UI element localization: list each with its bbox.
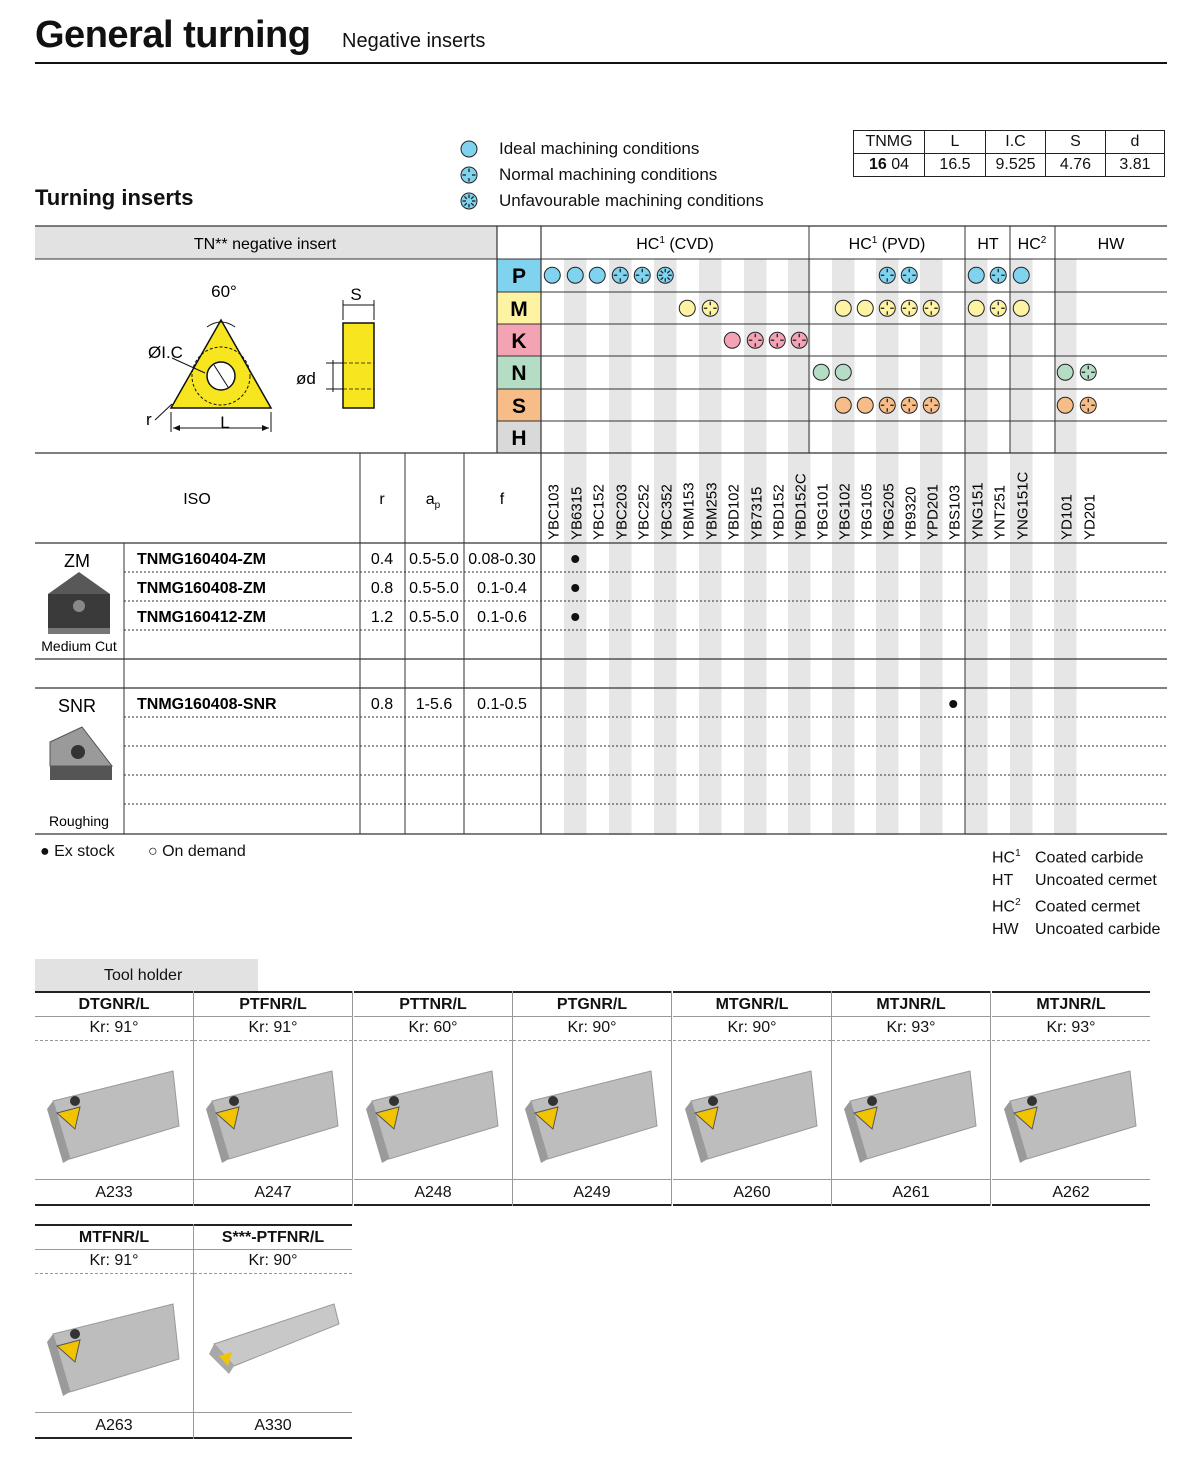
holder-kr: Kr: 60° [354, 1016, 512, 1041]
grade-label: YD101 [1058, 494, 1076, 540]
tool-holder-card [513, 991, 672, 1206]
grade-label: YB9320 [902, 486, 920, 540]
ex-stock-dot [571, 613, 579, 621]
grade-stripe [832, 259, 855, 835]
tool-holder-card [35, 1224, 194, 1439]
material-letter: S [511, 395, 527, 418]
grade-label: YBS103 [946, 484, 964, 540]
grade-stripe [920, 259, 943, 835]
holder-name: MTFNR/L [35, 1224, 193, 1249]
radius-label: r [146, 410, 152, 429]
normal-circle-icon [634, 267, 650, 283]
dim-L: 16.5 [925, 154, 986, 177]
material-bands [35, 226, 541, 454]
tool-holder-card [194, 1224, 352, 1439]
abbr-hc2: $HC^2$ Coated cermet [992, 897, 1140, 916]
grade-label: YB6315 [568, 486, 586, 540]
grade-label: YPD201 [924, 484, 942, 540]
holder-image [992, 1041, 1150, 1180]
holder-image [35, 1274, 193, 1413]
tool-holder-card [832, 991, 991, 1206]
ex-stock-dot [571, 555, 579, 563]
normal-circle-icon [923, 300, 939, 316]
holder-page-code: A249 [513, 1180, 671, 1206]
on-demand-legend: ○ On demand [148, 843, 246, 860]
radius-value: 0.8 [370, 580, 394, 597]
normal-circle-icon [769, 332, 785, 348]
ex-stock-dot [949, 700, 957, 708]
holder-image [354, 1041, 512, 1180]
ideal-circle-icon [835, 397, 851, 413]
col-ap: $a_p$ [425, 491, 441, 511]
chipbreaker-code: SNR [57, 696, 97, 716]
holder-image [194, 1274, 352, 1413]
holder-page-code: A263 [35, 1413, 193, 1439]
tool-holder-card [35, 991, 194, 1206]
holder-name: PTGNR/L [513, 991, 671, 1016]
holder-name: DTGNR/L [35, 991, 193, 1016]
dim-size-code: 16 04 [854, 154, 925, 177]
normal-circle-icon [702, 300, 718, 316]
holder-image [832, 1041, 990, 1180]
ideal-circle-icon [968, 267, 984, 283]
ideal-circle-icon [1013, 300, 1029, 316]
holder-name: MTJNR/L [832, 991, 990, 1016]
feed-value: 0.1-0.4 [477, 580, 527, 597]
holder-kr: Kr: 93° [992, 1016, 1150, 1041]
normal-circle-icon [747, 332, 763, 348]
grade-label: YBC103 [545, 484, 563, 540]
ic-label: ØI.C [148, 343, 183, 362]
holder-page-code: A260 [673, 1180, 831, 1206]
holder-kr: Kr: 90° [513, 1016, 671, 1041]
ideal-circle-icon [567, 267, 583, 283]
ideal-circle-icon [1057, 364, 1073, 380]
ideal-circle-icon [1057, 397, 1073, 413]
holder-page-code: A247 [194, 1180, 352, 1206]
normal-circle-icon [1080, 397, 1096, 413]
grade-stripe [876, 259, 899, 835]
chipbreaker-caption: Medium Cut [41, 638, 117, 654]
holder-image [35, 1041, 193, 1180]
page-title: General turning [35, 14, 311, 56]
dim-header: d [1106, 131, 1165, 154]
dim-header: I.C [986, 131, 1046, 154]
radius-value: 0.8 [370, 696, 394, 713]
zm-insert-image [48, 572, 110, 634]
abbreviation-list [992, 843, 1160, 942]
grade-stripe [1054, 259, 1077, 835]
dim-IC: 9.525 [986, 154, 1046, 177]
legend-label: Unfavourable machining conditions [499, 191, 764, 210]
section-title: Turning inserts [35, 185, 194, 210]
normal-circle-icon [990, 267, 1006, 283]
thickness-label: S [350, 285, 362, 304]
ideal-circle-icon [857, 300, 873, 316]
ap-value: 0.5-5.0 [409, 551, 459, 568]
ideal-circle-icon [589, 267, 605, 283]
holder-name: MTGNR/L [673, 991, 831, 1016]
feed-value: 0.1-0.5 [477, 696, 527, 713]
holder-name: MTJNR/L [992, 991, 1150, 1016]
holder-name: PTFNR/L [194, 991, 352, 1016]
holder-page-code: A262 [992, 1180, 1150, 1206]
holder-image [513, 1041, 671, 1180]
insert-header-label: TN** negative insert [193, 236, 337, 253]
grade-column-stripes [564, 259, 1077, 835]
normal-circle-icon [901, 397, 917, 413]
grade-label: YNG151C [1014, 471, 1032, 540]
normal-circle-icon [879, 397, 895, 413]
ideal-circle-icon [835, 300, 851, 316]
grade-label: YBM253 [703, 482, 721, 540]
angle-label: 60° [211, 282, 237, 301]
grade-stripe [1010, 259, 1033, 835]
col-f: f [499, 491, 505, 508]
ap-value: 1-5.6 [415, 696, 453, 713]
holder-kr: Kr: 90° [673, 1016, 831, 1041]
normal-circle-icon [879, 300, 895, 316]
page-subtitle: Negative inserts [342, 30, 486, 52]
normal-circle-icon [901, 300, 917, 316]
holder-name: PTTNR/L [354, 991, 512, 1016]
normal-circle-icon [990, 300, 1006, 316]
grade-label: YBC352 [658, 484, 676, 540]
tool-holder-title: Tool holder [35, 959, 258, 991]
radius-value: 0.4 [370, 551, 394, 568]
grade-label: YNG151 [969, 482, 987, 540]
insert-drawing [146, 282, 374, 432]
holder-page-code: A330 [194, 1413, 352, 1439]
grade-stripe [699, 259, 722, 835]
grade-label: YBC152 [590, 484, 608, 540]
iso-code: TNMG160412-ZM [137, 609, 266, 626]
ap-value: 0.5-5.0 [409, 609, 459, 626]
grade-label: YBC203 [613, 484, 631, 540]
grade-label: YBG205 [880, 483, 898, 540]
chipbreaker-code: ZM [64, 551, 90, 571]
ideal-circle-icon [835, 364, 851, 380]
grade-stripe [609, 259, 632, 835]
ap-value: 0.5-5.0 [409, 580, 459, 597]
length-label: L [220, 413, 230, 432]
holder-image [673, 1041, 831, 1180]
iso-code: TNMG160408-ZM [137, 580, 266, 597]
ideal-circle-icon [724, 332, 740, 348]
abbr-hc1: $HC^1$ Coated carbide [992, 848, 1144, 867]
ideal-circle-icon [968, 300, 984, 316]
holder-name: S***-PTFNR/L [194, 1224, 352, 1249]
iso-code: TNMG160404-ZM [137, 551, 266, 568]
normal-circle-icon [612, 267, 628, 283]
ideal-circle-icon [1013, 267, 1029, 283]
holder-image [194, 1041, 352, 1180]
material-letter: K [511, 330, 527, 353]
feed-value: 0.1-0.6 [477, 609, 527, 626]
unfav-circle-icon [657, 267, 673, 283]
ideal-circle-icon [813, 364, 829, 380]
chipbreaker-caption: Roughing [49, 813, 109, 829]
material-letter: H [511, 427, 527, 450]
dim-header: L [925, 131, 986, 154]
grade-label: YBM153 [680, 482, 698, 540]
normal-circle-icon [1080, 364, 1096, 380]
ideal-circle-icon [679, 300, 695, 316]
tool-holder-card [673, 991, 832, 1206]
grade-label: YBG102 [836, 483, 854, 540]
holder-kr: Kr: 91° [194, 1016, 352, 1041]
material-letter: P [511, 265, 527, 288]
holder-kr: Kr: 90° [194, 1249, 352, 1274]
material-letter: M [510, 298, 528, 321]
holder-kr: Kr: 91° [35, 1016, 193, 1041]
group-header: $HC^1$ (PVD) [848, 235, 926, 253]
snr-insert-image [50, 727, 112, 780]
col-iso: ISO [183, 491, 211, 508]
grade-label: YNT251 [991, 484, 1009, 540]
group-header: $HC^1$ (CVD) [636, 235, 714, 253]
normal-circle-icon [879, 267, 895, 283]
ex-stock-legend: ● Ex stock [40, 843, 115, 860]
legend-label: Ideal machining conditions [499, 139, 700, 158]
holder-kr: Kr: 93° [832, 1016, 990, 1041]
abbr-hw: HW Uncoated carbide [992, 921, 1161, 939]
normal-circle-icon [791, 332, 807, 348]
hole-label: ød [296, 369, 316, 388]
material-letter: N [511, 362, 527, 385]
group-header: HT [977, 236, 999, 253]
iso-code: TNMG160408-SNR [137, 696, 277, 713]
ideal-circle-icon [544, 267, 560, 283]
grade-label: YBD102 [725, 484, 743, 540]
abbr-ht: HT Uncoated cermet [992, 871, 1157, 889]
holder-page-code: A248 [354, 1180, 512, 1206]
corner-cell [497, 226, 541, 259]
tool-holder-card [194, 991, 353, 1206]
grade-label: YBG101 [814, 483, 832, 540]
dim-header: S [1046, 131, 1106, 154]
grade-stripe [564, 259, 587, 835]
holder-kr: Kr: 91° [35, 1249, 193, 1274]
holder-page-code: A233 [35, 1180, 193, 1206]
grade-label: YBD152 [770, 484, 788, 540]
grade-label: YB7315 [748, 486, 766, 540]
group-header: HW [1097, 236, 1125, 253]
grade-label: YBD152C [792, 473, 810, 540]
tool-holder-card [992, 991, 1150, 1206]
legend-label: Normal machining conditions [499, 165, 718, 184]
grade-stripe [654, 259, 677, 835]
holder-page-code: A261 [832, 1180, 990, 1206]
grade-label: YD201 [1081, 494, 1099, 540]
dim-header: TNMG [854, 131, 925, 154]
grade-stripe [965, 259, 988, 835]
ex-stock-dot [571, 584, 579, 592]
radius-value: 1.2 [370, 609, 394, 626]
grade-label: YBC252 [635, 484, 653, 540]
feed-value: 0.08-0.30 [468, 551, 536, 568]
normal-circle-icon [901, 267, 917, 283]
dim-d: 3.81 [1106, 154, 1165, 177]
grade-label: YBG105 [858, 483, 876, 540]
ideal-circle-icon [857, 397, 873, 413]
normal-circle-icon [923, 397, 939, 413]
tool-holder-card [354, 991, 513, 1206]
dim-S: 4.76 [1046, 154, 1106, 177]
group-header: $HC^2$ [1017, 235, 1047, 253]
col-r: r [379, 491, 385, 508]
